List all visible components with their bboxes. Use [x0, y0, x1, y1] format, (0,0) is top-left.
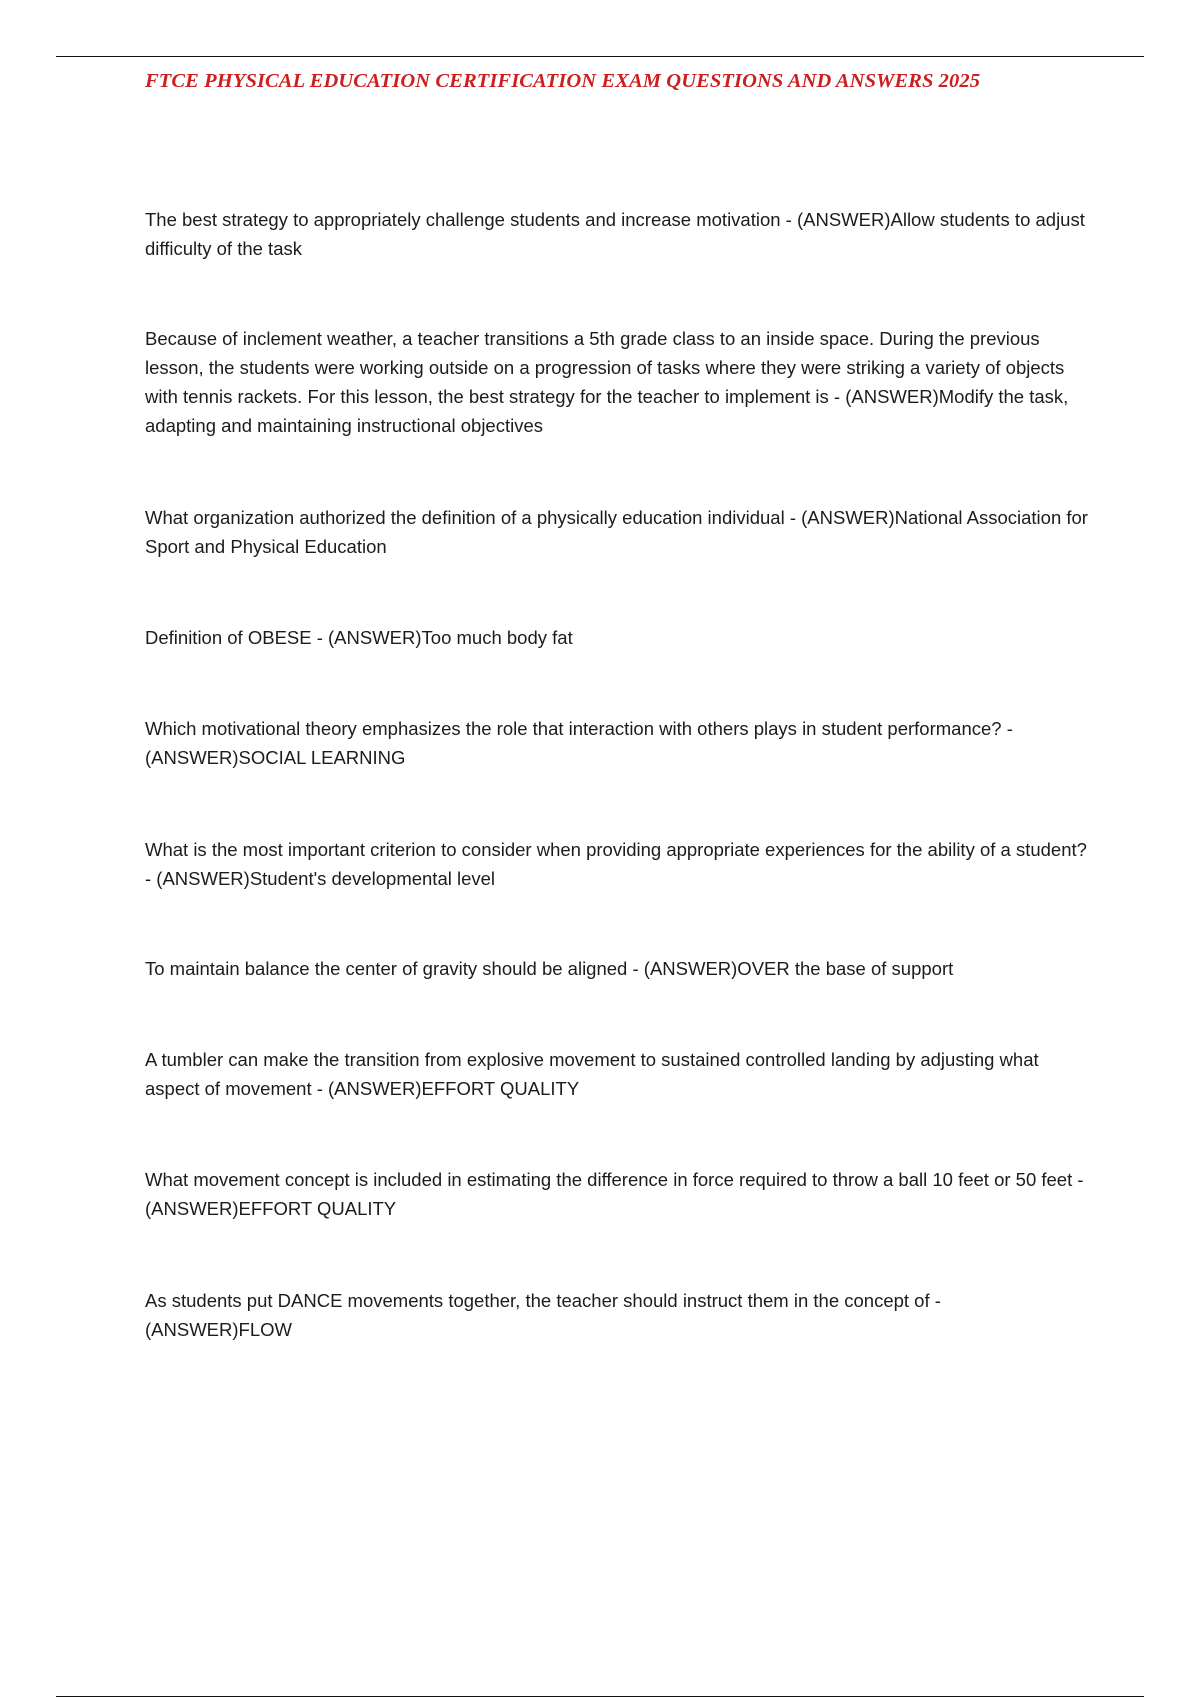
qa-item-4: Definition of OBESE - (ANSWER)Too much body fat [145, 627, 573, 648]
qa-item-3: What organization authorized the definition of a physically education individual - (ANSWER)National Association for Sport and Physical Education [145, 507, 1088, 557]
footer-rule [56, 1696, 1144, 1697]
qa-item-5: Which motivational theory emphasizes the role that interaction with others plays in student performance? - (ANSWER)SOCIAL LEARNING [145, 718, 1013, 768]
qa-item-6: What is the most important criterion to consider when providing appropriate experiences for the ability of a student? - (ANSWER)Student's developmental level [145, 839, 1087, 889]
qa-item-9: What movement concept is included in estimating the difference in force required to throw a ball 10 feet or 50 feet - (ANSWER)EFFORT QUALITY [145, 1169, 1084, 1219]
qa-item-7: To maintain balance the center of gravity should be aligned - (ANSWER)OVER the base of support [145, 958, 954, 979]
qa-item-2: Because of inclement weather, a teacher transitions a 5th grade class to an inside space. During the previous lesson, the students were working outside on a progression of tasks where they were striking a variety of objects with tennis rackets. For this lesson, the best strategy for the teacher to implement is - (ANSWER)Modify the task, adapting and maintaining instructional objectives [145, 328, 1069, 436]
qa-item-10: As students put DANCE movements together, the teacher should instruct them in the concept of - (ANSWER)FLOW [145, 1290, 941, 1340]
document-title: FTCE PHYSICAL EDUCATION CERTIFICATION EXAM QUESTIONS AND ANSWERS 2025 [145, 70, 981, 92]
qa-item-1: The best strategy to appropriately challenge students and increase motivation - (ANSWER)Allow students to adjust difficulty of the task [145, 209, 1085, 259]
qa-item-8: A tumbler can make the transition from explosive movement to sustained controlled landing by adjusting what aspect of movement - (ANSWER)EFFORT QUALITY [145, 1049, 1039, 1099]
header-rule [56, 56, 1144, 57]
